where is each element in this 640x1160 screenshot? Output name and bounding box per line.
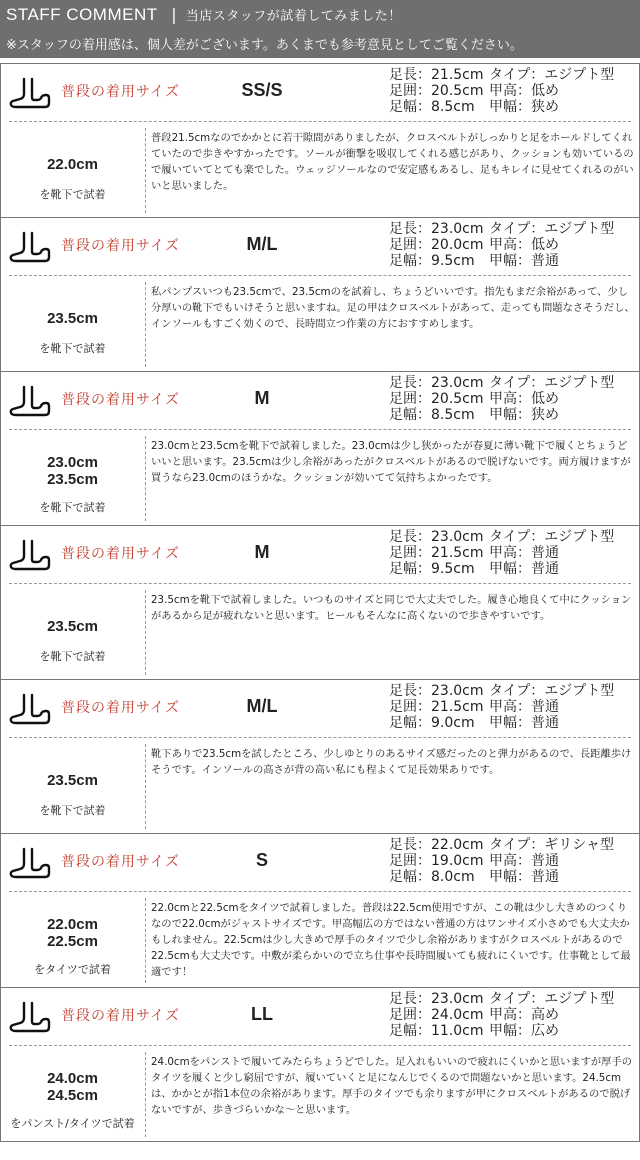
tried-size: 22.0cm [47, 156, 98, 173]
staff-comment-text: 23.0cmと23.5cmを靴下で試着しました。23.0cmは少し狭かったが春夏に薄い靴下で履くとちょうどいいと思います。23.5cmは少し余裕があったがクロスベルトがあるので脱げないです。両方履けますが買うなら23.0cmのほうかな。クッションが効いてて気持ちよかったです。 [151, 440, 631, 484]
spec-value: 甲幅：普通 [489, 869, 559, 885]
spec-value: 足幅：11.0cm [389, 1023, 484, 1039]
tried-sizes [1, 772, 144, 789]
staff-comment-text: 普段21.5cmなのでかかとに若干隙間がありましたが、クロスベルトがしっかりと足をホールドしてくれていたので歩きやすかったです。ソールが衝撃を吸収してくれる感じがあり、クッションも効いているので履いていてとても楽でした。ウェッジソールなので安定感もあるし、足もキレイに見せてくれるのがいいと思いました。 [151, 132, 634, 192]
tried-with: を靴下で試着 [39, 188, 106, 201]
spec-value: 足幅：8.5cm [389, 407, 475, 423]
staff-entry [0, 526, 640, 680]
spec-row [389, 529, 614, 545]
spec-row [389, 237, 614, 253]
usual-size-value: M [254, 542, 270, 562]
spec-value: 足幅：9.5cm [389, 561, 475, 577]
spec-value: 足長：23.0cm [389, 375, 484, 391]
staff-entry [0, 372, 640, 526]
dashed-vertical-divider [145, 898, 146, 983]
spec-value: タイプ：エジプト型 [489, 375, 615, 391]
dashed-vertical-divider [145, 744, 146, 829]
tried-info [1, 1046, 144, 1141]
foot-specs [389, 991, 614, 1039]
spec-value: 甲幅：狭め [489, 99, 559, 115]
usual-size-label: 普段の着用サイズ [61, 1008, 180, 1024]
tried-sizes [1, 156, 144, 173]
header-title-line [6, 5, 402, 25]
entry-body [1, 1046, 639, 1141]
spec-value: タイプ：エジプト型 [489, 529, 615, 545]
spec-value: 足囲：21.5cm [389, 545, 484, 561]
spec-value: 甲高：高め [489, 1007, 559, 1023]
staff-entry [0, 834, 640, 988]
usual-size-value: M [254, 388, 270, 408]
spec-value: 足長：23.0cm [389, 529, 484, 545]
staff-entry [0, 988, 640, 1142]
spec-row [389, 545, 614, 561]
spec-value: 甲高：普通 [489, 545, 559, 561]
entry-body [1, 738, 639, 833]
tried-sizes [1, 1070, 144, 1104]
spec-value: 甲幅：普通 [489, 561, 559, 577]
entry-header [1, 218, 639, 275]
spec-row [389, 1023, 614, 1039]
usual-size-label: 普段の着用サイズ [61, 546, 180, 562]
staff-comment-text: 靴下ありで23.5cmを試したところ、少しゆとりのあるサイズ感だったのと弾力があるので、長距離歩けそうです。インソールの高さが背の高い私にも程よくて足長効果ありです。 [151, 748, 632, 776]
usual-size-value: SS/S [241, 80, 283, 100]
spec-value: 足長：23.0cm [389, 221, 484, 237]
tried-info [1, 122, 144, 217]
staff-comment-text: 私パンプスいつも23.5cmで、23.5cmのを試着し、ちょうどいいです。指先もまだ余裕があって、少し分厚いの靴下でもいけそうと思いますね。足の甲はクロスベルトがあって、走っても問題なさそうだし、インソールもすごく効くので、長時間立つ作業の方におすすめします。 [151, 286, 635, 330]
entry-body [1, 430, 639, 525]
usual-size-value: M/L [246, 696, 278, 716]
tried-size: 22.0cm [47, 916, 98, 933]
tried-sizes [1, 310, 144, 327]
staff-entry [0, 218, 640, 372]
spec-value: 足長：23.0cm [389, 991, 484, 1007]
foot-icon [9, 692, 51, 726]
spec-value: 足囲：24.0cm [389, 1007, 484, 1023]
spec-row [389, 1007, 614, 1023]
dashed-vertical-divider [145, 590, 146, 675]
staff-comment-text: 23.5cmを靴下で試着しました。いつものサイズと同じで大丈夫でした。履き心地良くて中にクッションがあるから足が疲れないと思います。ヒールもそんなに高くないので歩きやすいです。 [151, 594, 632, 622]
tried-sizes [1, 454, 144, 488]
entry-header [1, 64, 639, 121]
usual-size-label: 普段の着用サイズ [61, 854, 180, 870]
spec-row [389, 375, 614, 391]
spec-row [389, 83, 614, 99]
dashed-vertical-divider [145, 282, 146, 367]
foot-icon [9, 230, 51, 264]
foot-specs [389, 221, 614, 269]
foot-icon [9, 846, 51, 880]
spec-value: 甲幅：広め [489, 1023, 559, 1039]
spec-row [389, 221, 614, 237]
tried-size: 23.5cm [47, 471, 98, 488]
spec-row [389, 99, 614, 115]
tried-size: 23.0cm [47, 454, 98, 471]
staff-comment-text: 24.0cmをパンストで履いてみたらちょうどでした。足入れもいいので疲れにくいかと思いますが厚手のタイツを履くと少し窮屈ですが、履いていくと足になんじでくるので問題ないかと思います。24.5cmは、かかとが指1本位の余裕があります。厚手のタイツでも余りますが甲にクロスベルトがあるので脱げないですが、歩きづらいかな～と思います。 [151, 1056, 633, 1116]
foot-specs [389, 837, 614, 885]
spec-value: タイプ：ギリシャ型 [489, 837, 615, 853]
tried-sizes [1, 618, 144, 635]
spec-value: 甲幅：普通 [489, 253, 559, 269]
usual-size-value: S [255, 850, 268, 870]
tried-info [1, 584, 144, 679]
spec-value: タイプ：エジプト型 [489, 67, 615, 83]
dashed-vertical-divider [145, 1052, 146, 1137]
header-bar [0, 0, 640, 58]
spec-value: 足長：21.5cm [389, 67, 484, 83]
header-title: STAFF COMMENT [6, 5, 158, 24]
tried-info [1, 892, 144, 987]
spec-value: 甲高：低め [489, 83, 559, 99]
spec-value: 足幅：8.0cm [389, 869, 475, 885]
spec-value: タイプ：エジプト型 [489, 683, 615, 699]
entry-body [1, 276, 639, 371]
tried-size: 24.0cm [47, 1070, 98, 1087]
spec-row [389, 715, 614, 731]
tried-size: 23.5cm [47, 618, 98, 635]
tried-size: 22.5cm [47, 933, 98, 950]
entry-header [1, 988, 639, 1045]
foot-icon [9, 384, 51, 418]
staff-entry [0, 63, 640, 218]
spec-row [389, 561, 614, 577]
spec-row [389, 253, 614, 269]
spec-value: 足囲：21.5cm [389, 699, 484, 715]
tried-size: 24.5cm [47, 1087, 98, 1104]
spec-value: 足長：22.0cm [389, 837, 484, 853]
foot-specs [389, 67, 614, 115]
spec-value: 甲高：普通 [489, 853, 559, 869]
header-subtitle: 当店スタッフが試着してみました！ [185, 9, 402, 24]
usual-size-value: M/L [246, 234, 278, 254]
spec-value: 甲高：低め [489, 391, 559, 407]
tried-sizes [1, 916, 144, 950]
usual-size-value: LL [251, 1004, 273, 1024]
spec-value: タイプ：エジプト型 [489, 991, 615, 1007]
usual-size-label: 普段の着用サイズ [61, 700, 180, 716]
spec-value: 足囲：20.0cm [389, 237, 484, 253]
usual-size-label: 普段の着用サイズ [61, 392, 180, 408]
spec-value: 足幅：8.5cm [389, 99, 475, 115]
header-note: ※スタッフの着用感は、個人差がございます。あくまでも参考意見としてご覧ください。 [6, 38, 523, 53]
foot-icon [9, 538, 51, 572]
entry-header [1, 834, 639, 891]
tried-info [1, 276, 144, 371]
spec-row [389, 683, 614, 699]
entry-header [1, 680, 639, 737]
spec-value: 足囲：20.5cm [389, 83, 484, 99]
spec-value: 足幅：9.0cm [389, 715, 475, 731]
spec-row [389, 391, 614, 407]
spec-row [389, 407, 614, 423]
staff-comment-list [0, 63, 640, 1142]
spec-value: 甲幅：普通 [489, 715, 559, 731]
spec-value: 甲高：低め [489, 237, 559, 253]
tried-size: 23.5cm [47, 772, 98, 789]
foot-icon [9, 1000, 51, 1034]
tried-info [1, 430, 144, 525]
entry-body [1, 584, 639, 679]
spec-value: 甲幅：狭め [489, 407, 559, 423]
foot-specs [389, 375, 614, 423]
spec-value: 甲高：普通 [489, 699, 559, 715]
entry-header [1, 526, 639, 583]
tried-with: を靴下で試着 [39, 501, 106, 514]
spec-row [389, 991, 614, 1007]
tried-with: をタイツで試着 [34, 963, 111, 976]
usual-size-label: 普段の着用サイズ [61, 84, 180, 100]
spec-row [389, 837, 614, 853]
spec-row [389, 869, 614, 885]
foot-specs [389, 683, 614, 731]
dashed-vertical-divider [145, 436, 146, 521]
tried-info [1, 738, 144, 833]
spec-value: 足幅：9.5cm [389, 253, 475, 269]
foot-icon [9, 76, 51, 110]
spec-value: タイプ：エジプト型 [489, 221, 615, 237]
dashed-vertical-divider [145, 128, 146, 213]
tried-with: を靴下で試着 [39, 804, 106, 817]
spec-value: 足囲：20.5cm [389, 391, 484, 407]
tried-with: を靴下で試着 [39, 650, 106, 663]
header-separator: | [171, 5, 178, 24]
entry-body [1, 892, 639, 987]
tried-size: 23.5cm [47, 310, 98, 327]
spec-row [389, 67, 614, 83]
entry-header [1, 372, 639, 429]
spec-value: 足囲：19.0cm [389, 853, 484, 869]
staff-entry [0, 680, 640, 834]
foot-specs [389, 529, 614, 577]
spec-row [389, 853, 614, 869]
spec-row [389, 699, 614, 715]
usual-size-label: 普段の着用サイズ [61, 238, 180, 254]
tried-with: を靴下で試着 [39, 342, 106, 355]
tried-with: をパンスト/タイツで試着 [10, 1117, 135, 1130]
entry-body [1, 122, 639, 217]
staff-comment-text: 22.0cmと22.5cmをタイツで試着しました。普段は22.5cm使用ですが、この靴は少し大きめのつくりなので22.0cmがジャストサイズです。甲高幅広の方ではない普通の方はワンサイズ小さめでも大丈夫かもしれません。22.5cmは少し大きめで厚手のタイツで少し余裕がありますがクロスベルトがあるので22.5cmも大丈夫です。中敷が柔らかいので立ち仕事や長時間履いても疲れにくいです。仕事靴として最適です！ [151, 902, 631, 978]
spec-value: 足長：23.0cm [389, 683, 484, 699]
